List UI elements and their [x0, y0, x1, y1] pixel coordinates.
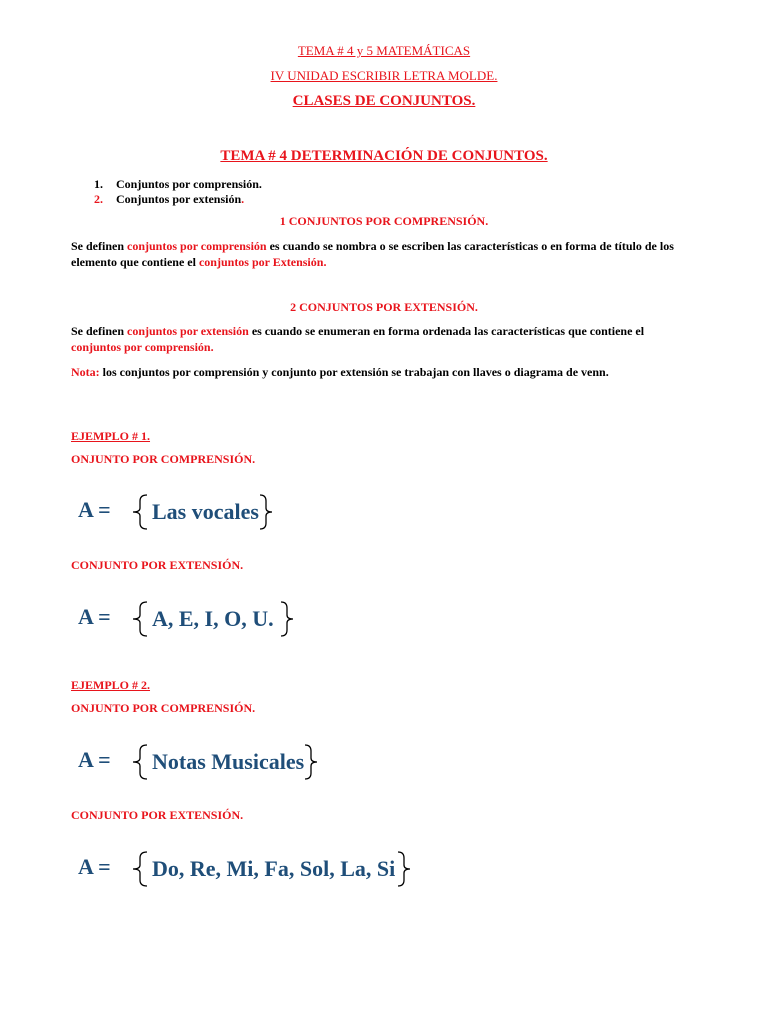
text-run-highlight: conjuntos por Extensión. — [198, 255, 327, 269]
left-brace-icon — [130, 744, 152, 780]
list-text: Conjuntos por comprensión. — [116, 177, 262, 191]
tema4-title: TEMA # 4 DETERMINACIÓN DE CONJUNTOS. — [220, 148, 548, 164]
equation-content: Las vocales — [152, 499, 259, 524]
left-brace-icon — [130, 494, 152, 530]
definition-list — [94, 177, 262, 207]
section1-title: 1 CONJUNTOS POR COMPRENSIÓN. — [279, 214, 489, 228]
right-brace-icon — [304, 744, 318, 780]
example1-title: EJEMPLO # 1. — [71, 429, 151, 443]
equation-content: Notas Musicales — [152, 749, 305, 774]
example2-ext-equation — [78, 851, 411, 887]
equation-lhs: A = — [78, 497, 111, 523]
list-item — [94, 192, 262, 207]
example1-ext-equation — [78, 601, 294, 637]
note-paragraph — [71, 364, 631, 380]
example2-comp-label: ONJUNTO POR COMPRENSIÓN. — [71, 701, 256, 715]
left-brace-icon — [130, 851, 152, 887]
note-text: los conjuntos por comprensión y conjunto por extensión se trabajan con llaves o diagrama de venn. — [99, 365, 609, 379]
text-run: es cuando se enumeran en forma ordenada las características que contiene el — [248, 324, 645, 338]
list-suffix: . — [241, 192, 245, 206]
right-brace-icon — [397, 851, 411, 887]
equation-lhs: A = — [78, 747, 111, 773]
header-line-1: TEMA # 4 y 5 MATEMÁTICAS — [297, 43, 471, 58]
example2-title: EJEMPLO # 2. — [71, 678, 151, 692]
list-item — [94, 177, 262, 192]
text-run: Se definen — [71, 239, 128, 253]
equation-content: Do, Re, Mi, Fa, Sol, La, Si — [152, 856, 396, 881]
list-number: 1. — [94, 177, 103, 191]
left-brace-icon — [130, 601, 152, 637]
equation-content: A, E, I, O, U. — [152, 606, 274, 631]
equation-lhs: A = — [78, 604, 111, 630]
section2-title: 2 CONJUNTOS POR EXTENSIÓN. — [290, 300, 478, 314]
example2-comp-equation — [78, 744, 318, 780]
example1-ext-label: CONJUNTO POR EXTENSIÓN. — [71, 558, 244, 572]
note-label: Nota: — [71, 365, 100, 379]
header-line-2: IV UNIDAD ESCRIBIR LETRA MOLDE. — [270, 68, 498, 83]
section1-paragraph — [71, 238, 691, 270]
equation-lhs: A = — [78, 854, 111, 880]
list-text: Conjuntos por extensión — [116, 192, 242, 206]
list-number: 2. — [94, 192, 103, 206]
text-run-highlight: conjuntos por extensión — [127, 324, 249, 338]
header-line-3: CLASES DE CONJUNTOS. — [292, 93, 476, 109]
right-brace-icon — [280, 601, 294, 637]
text-run: es cuando se nombra o se escriben las características o en forma de título de los elemento que contiene el — [71, 239, 674, 269]
right-brace-icon — [259, 494, 273, 530]
example1-comp-label: ONJUNTO POR COMPRENSIÓN. — [71, 452, 256, 466]
example2-ext-label: CONJUNTO POR EXTENSIÓN. — [71, 808, 244, 822]
text-run-highlight: conjuntos por comprensión — [127, 239, 267, 253]
section2-paragraph — [71, 323, 691, 355]
text-run: Se definen — [71, 324, 128, 338]
text-run-highlight: conjuntos por comprensión. — [71, 340, 214, 354]
example1-comp-equation — [78, 494, 273, 530]
